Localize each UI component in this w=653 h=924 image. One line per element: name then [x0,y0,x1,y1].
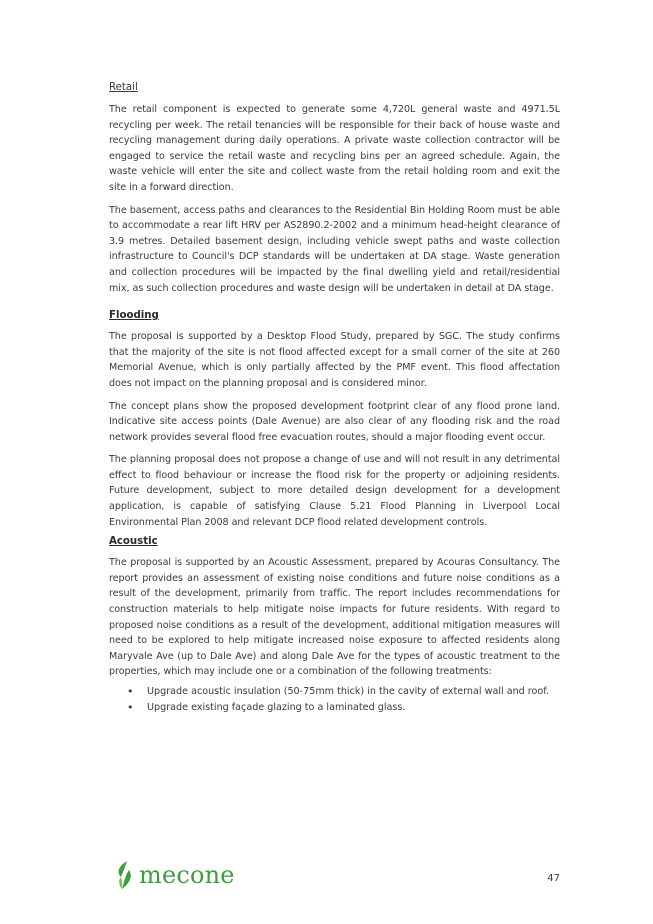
page-content [109,80,560,715]
acoustic-paragraph-1: The proposal is supported by an Acoustic Assessment, prepared by Acouras Consultancy. The report provides an assessment of existing noise conditions and future noise conditions as a result of the development, primarily from traffic. The report includes recommendations for construction materials to help mitigate noise impacts for future residents. With regard to proposed noise conditions as a result of the development, additional mitigation measures will need to be explored to help mitigate increased noise exposure to affected residents along Maryvale Ave (up to Dale Ave) and along Dale Ave for the types of acoustic treatment to the properties, which may include one or a combination of the following treatments: [109,557,560,678]
retail-paragraph-1: The retail component is expected to generate some 4,720L general waste and 4971.5L recycling per week. The retail tenancies will be responsible for their back of house waste and recycling management during daily operations. A private waste collection contractor will be engaged to service the retail waste and recycling bins per an agreed schedule. Again, the waste vehicle will enter the site and collect waste from the retail holding room and exit the site in a forward direction. [109,104,560,193]
heading-acoustic: Acoustic [109,536,158,548]
logo-wordmark: mecone [139,861,235,889]
page-number: 47 [547,873,560,884]
list-item: • Upgrade acoustic insulation (50-75mm thick) in the cavity of external wall and roof. [147,684,560,700]
heading-retail: Retail [109,82,138,93]
flooding-paragraph-3: The planning proposal does not propose a change of use and will not result in any detrimental effect to flood behaviour or increase the flood risk for the property or adjoining residents. Future development, subject to more detailed design development for a development application, is capable of satisfying Clause 5.21 Flood Planning in Liverpool Local Environmental Plan 2008 and relevant DCP flood related development controls. [109,454,560,528]
list-item: • Upgrade existing façade glazing to a laminated glass. [147,700,560,716]
mecone-logo [113,860,243,890]
retail-paragraph-2: The basement, access paths and clearances to the Residential Bin Holding Room must be able to accommodate a rear lift HRV per AS2890.2-2002 and a minimum head-height clearance of 3.9 metres. Detailed basement design, including vehicle swept paths and waste collection infrastructure to Council's DCP standards will be undertaken at DA stage. Waste generation and collection procedures will be impacted by the final dwelling yield and retail/residential mix, as such collection procedures and waste design will be undertaken in detail at DA stage. [109,204,560,294]
mecone-leaf-icon [113,860,135,890]
flooding-paragraph-1: The proposal is supported by a Desktop Flood Study, prepared by SGC. The study confirms that the majority of the site is not flood affected except for a small corner of the site at 260 Memorial Avenue, which is only partially affected by the PMF event. This flood affectation does not impact on the planning proposal and is considered minor. [109,331,560,389]
flooding-paragraph-2: The concept plans show the proposed development footprint clear of any flood prone land. Indicative site access points (Dale Avenue) are also clear of any flooding risk and the road network provides several flood free evacuation routes, should a major flooding event occur. [109,400,560,443]
acoustic-treatment-list [109,684,560,715]
heading-flooding: Flooding [109,310,159,322]
